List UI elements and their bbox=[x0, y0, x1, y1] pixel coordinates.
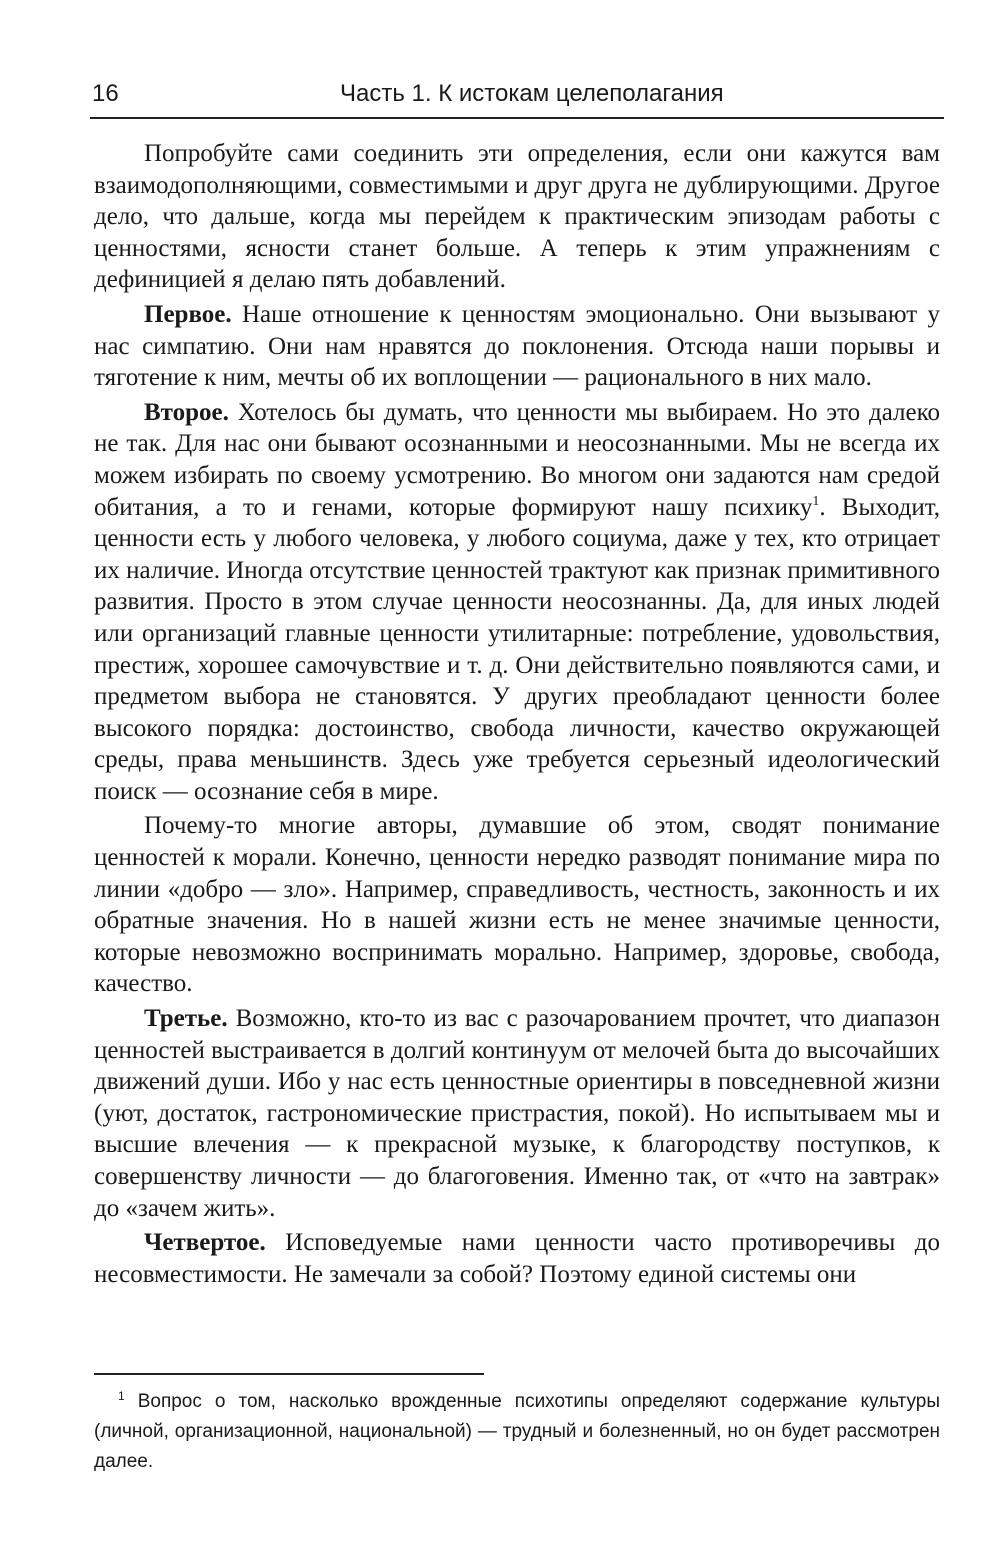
paragraph-fourth-point bbox=[94, 1227, 940, 1290]
paragraph-text-continued: . Выходит, ценности есть у любого человека, у любого социума, даже у тех, кто отрицает их наличие. Иногда отсутствие ценностей трактуют как признак примитивного развития. Просто в этом случае ценности неосознанны. Да, для иных людей или организаций главные ценности утилитарные: потребление, удовольствия, престиж, хорошее самочувствие и т. д. Они действительно появляются сами, и предметом выбора не становятся. У других преобладают ценности более высокого порядка: достоинство, свобода личности, качество окружающей среды, права меньшинств. Здесь уже требуется серьезный идеологический поиск — осознание себя в мире. bbox=[94, 493, 940, 805]
paragraph-first-point bbox=[94, 299, 940, 394]
paragraph-text: Возможно, кто-то из вас с разочарованием прочтет, что диапазон ценностей выстраивается в долгий континуум от мелочей быта до высочайших движений души. Ибо у нас есть ценностные ориентиры в повседневной жизни (уют, достаток, гастрономические пристрастия, покой). Но испытываем мы и высшие влечения — к прекрасной музыке, к благородству поступков, к совершенству личности — до благоговения. Именно так, от «что на завтрак» до «зачем жить». bbox=[94, 1005, 940, 1222]
footnote-reference[interactable]: 1 bbox=[812, 493, 820, 509]
paragraph-text: Почему-то многие авторы, думавшие об этом, сводят понимание ценностей к морали. Конечно, ценности нередко разводят понимание мира по линии «добро — зло». Например, справедливость, честность, законность и их обратные значения. Но в нашей жизни есть не менее значимые ценности, которые невозможно воспринимать морально. Например, здоровье, свобода, качество. bbox=[94, 812, 940, 998]
footnote-divider bbox=[94, 1373, 484, 1375]
running-title: Часть 1. К истокам целеполагания bbox=[340, 80, 724, 107]
footnote bbox=[94, 1387, 940, 1477]
main-text bbox=[94, 138, 940, 1293]
paragraph-lead: Первое. bbox=[144, 300, 232, 328]
page-number: 16 bbox=[92, 80, 119, 107]
paragraph-lead: Второе. bbox=[144, 398, 229, 426]
paragraph-text: Исповедуемые нами ценности часто противоречивы до несовместимости. Не замечали за собой? Поэтому единой системы они bbox=[94, 1229, 940, 1288]
paragraph-morality bbox=[94, 810, 940, 1000]
paragraph-lead: Четвертое. bbox=[144, 1229, 266, 1257]
paragraph-third-point bbox=[94, 1003, 940, 1224]
page-header bbox=[92, 76, 942, 116]
footnote-marker: 1 bbox=[118, 1389, 125, 1403]
paragraph-text: Наше отношение к ценностям эмоционально. Они вызывают у нас симпатию. Они нам нравятся до поклонения. Отсюда наши порывы и тяготение к ним, мечты об их воплощении — рационального в них мало. bbox=[94, 300, 940, 392]
paragraph-text: Хотелось бы думать, что ценности мы выбираем. Но это далеко не так. Для нас они бывают осознанными и неосознанными. Мы не всегда их можем избирать по своему усмотрению. Во многом они задаются нам средой обитания, а то и генами, которые формируют нашу психику bbox=[94, 398, 940, 521]
paragraph-lead: Третье. bbox=[144, 1005, 228, 1033]
header-divider bbox=[90, 117, 944, 119]
paragraph-text: Попробуйте сами соединить эти определения, если они кажутся вам взаимодополняющими, совместимыми и друг друга не дублирующими. Другое дело, что дальше, когда мы перейдем к практическим эпизодам работы с ценностями, ясности станет больше. А теперь к этим упражнениям с дефиницией я делаю пять добавлений. bbox=[94, 140, 940, 294]
paragraph-intro bbox=[94, 138, 940, 296]
footnote-text: Вопрос о том, насколько врожденные психотипы определяют содержание культуры (личной, организационной, национальной) — трудный и болезненный, но он будет рассмотрен далее. bbox=[94, 1391, 940, 1472]
paragraph-second-point bbox=[94, 397, 940, 808]
